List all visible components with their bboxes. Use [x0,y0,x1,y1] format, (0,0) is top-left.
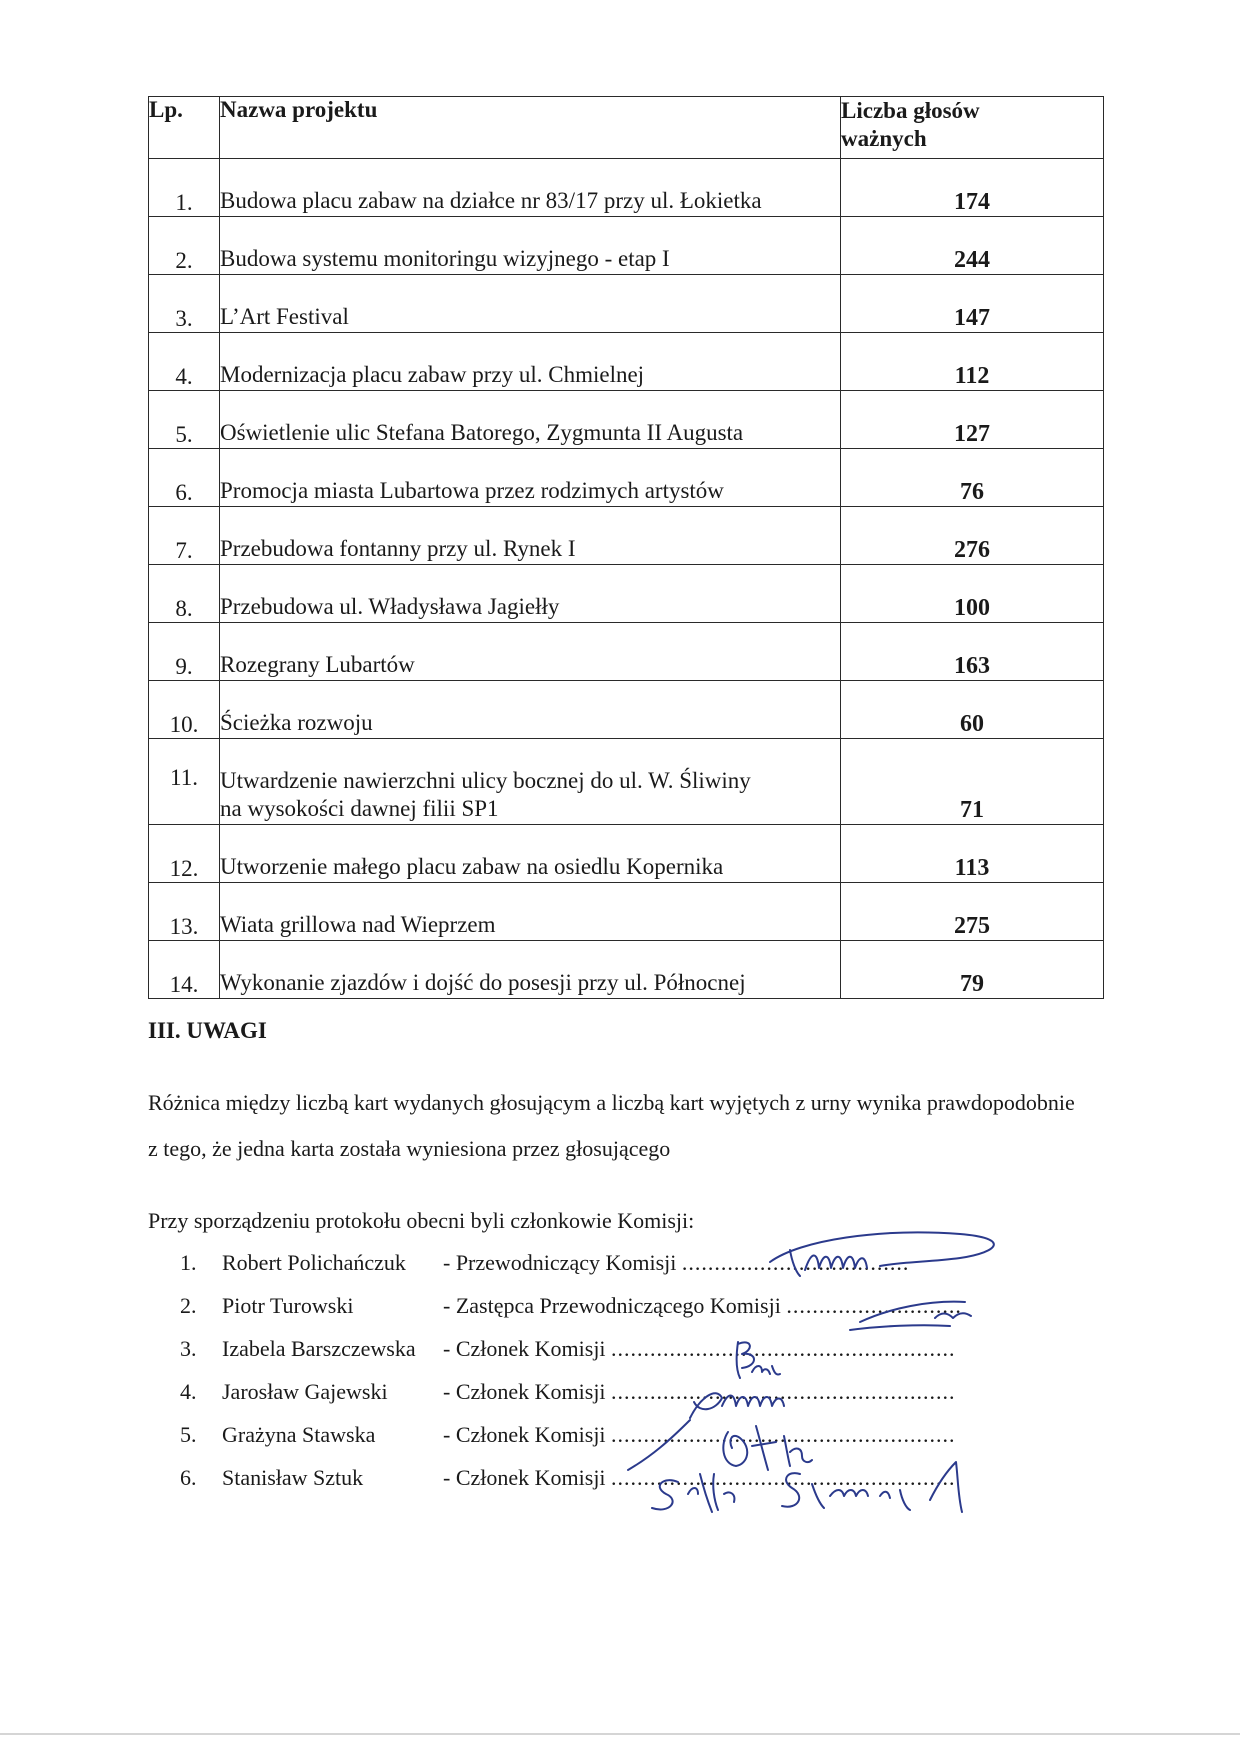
header-project-name: Nazwa projektu [220,97,841,159]
member-name: Stanisław Sztuk [222,1465,364,1490]
member-number: 2. [180,1293,197,1318]
member-role-label: - Zastępca Przewodniczącego Komisji [443,1293,781,1318]
results-table [148,96,1104,999]
row-number: 8. [149,565,220,623]
project-name: Przebudowa ul. Władysława Jagiełły [220,565,841,623]
member-role [443,1379,956,1405]
header-votes-line2: ważnych [841,125,927,151]
table-row [149,217,1104,275]
vote-count: 174 [841,159,1104,217]
vote-count: 276 [841,507,1104,565]
project-name: Budowa placu zabaw na działce nr 83/17 przy ul. Łokietka [220,159,841,217]
row-number: 2. [149,217,220,275]
table-row [149,623,1104,681]
scan-edge-line [0,1733,1240,1735]
vote-count: 127 [841,391,1104,449]
signature-dots: ..................................................... [611,1379,956,1404]
vote-count: 112 [841,333,1104,391]
row-number: 1. [149,159,220,217]
row-number: 14. [149,941,220,999]
vote-count: 79 [841,941,1104,999]
header-votes [841,97,1104,159]
member-role-label: - Przewodniczący Komisji [443,1250,677,1275]
member-role [443,1465,956,1491]
signature-dots: ................................... [681,1250,910,1275]
project-name: Promocja miasta Lubartowa przez rodzimych artystów [220,449,841,507]
project-name: Ścieżka rozwoju [220,681,841,739]
vote-count: 100 [841,565,1104,623]
project-name: Przebudowa fontanny przy ul. Rynek I [220,507,841,565]
row-number: 11. [149,739,220,825]
project-name: Wiata grillowa nad Wieprzem [220,883,841,941]
remarks-heading: III. UWAGI [148,1018,267,1043]
list-item [180,1293,1080,1336]
table-row [149,449,1104,507]
commission-members-list [180,1250,1080,1508]
row-number: 13. [149,883,220,941]
row-number: 7. [149,507,220,565]
row-number: 5. [149,391,220,449]
header-votes-line1: Liczba głosów [841,98,980,123]
table-row [149,507,1104,565]
table-row [149,941,1104,999]
vote-count: 147 [841,275,1104,333]
table-row [149,565,1104,623]
list-item [180,1465,1080,1508]
project-name: Oświetlenie ulic Stefana Batorego, Zygmunta II Augusta [220,391,841,449]
remarks-text: Różnica między liczbą kart wydanych głosującym a liczbą kart wyjętych z urny wynika prawdopodobnie z tego, że jedna karta została wyniesiona przez głosującego [148,1090,1075,1161]
member-name: Robert Polichańczuk [222,1250,406,1275]
table-row [149,739,1104,825]
signature-dots: ........................... [786,1293,962,1318]
list-item [180,1379,1080,1422]
row-number: 10. [149,681,220,739]
member-name: Piotr Turowski [222,1293,354,1318]
signature-dots: ..................................................... [611,1422,956,1447]
project-name-line1: Utwardzenie nawierzchni ulicy bocznej do ul. W. Śliwiny [220,767,751,793]
project-name: Budowa systemu monitoringu wizyjnego - etap I [220,217,841,275]
project-name: Wykonanie zjazdów i dojść do posesji przy ul. Północnej [220,941,841,999]
commission-intro: Przy sporządzeniu protokołu obecni byli członkowie Komisji: [148,1208,695,1233]
table-row [149,333,1104,391]
table-row [149,883,1104,941]
member-name: Grażyna Stawska [222,1422,376,1447]
vote-count: 76 [841,449,1104,507]
table-row [149,681,1104,739]
project-name: Rozegrany Lubartów [220,623,841,681]
member-number: 3. [180,1336,197,1361]
member-number: 4. [180,1379,197,1404]
table-row [149,275,1104,333]
member-number: 1. [180,1250,197,1275]
member-number: 6. [180,1465,197,1490]
list-item [180,1336,1080,1379]
row-number: 12. [149,825,220,883]
member-number: 5. [180,1422,197,1447]
signature-dots: ..................................................... [611,1336,956,1361]
project-name: L’Art Festival [220,275,841,333]
header-lp: Lp. [149,97,220,159]
member-role [443,1293,962,1319]
row-number: 9. [149,623,220,681]
project-name [220,739,841,825]
list-item [180,1250,1080,1293]
member-role-label: - Członek Komisji [443,1336,606,1361]
project-name-line2: na wysokości dawnej filii SP1 [220,796,499,822]
member-role [443,1336,956,1362]
member-role-label: - Członek Komisji [443,1379,606,1404]
member-name: Izabela Barszczewska [222,1336,416,1361]
vote-count: 163 [841,623,1104,681]
member-name: Jarosław Gajewski [222,1379,388,1404]
row-number: 3. [149,275,220,333]
member-role-label: - Członek Komisji [443,1465,606,1490]
member-role-label: - Członek Komisji [443,1422,606,1447]
project-name: Modernizacja placu zabaw przy ul. Chmielnej [220,333,841,391]
vote-count: 71 [841,739,1104,825]
member-role [443,1250,909,1276]
table-row [149,159,1104,217]
list-item [180,1422,1080,1465]
table-row [149,391,1104,449]
vote-count: 113 [841,825,1104,883]
signature-dots: ..................................................... [611,1465,956,1490]
vote-count: 275 [841,883,1104,941]
table-row [149,825,1104,883]
row-number: 4. [149,333,220,391]
vote-count: 60 [841,681,1104,739]
vote-count: 244 [841,217,1104,275]
project-name: Utworzenie małego placu zabaw na osiedlu Kopernika [220,825,841,883]
table-header-row [149,97,1104,159]
row-number: 6. [149,449,220,507]
member-role [443,1422,956,1448]
